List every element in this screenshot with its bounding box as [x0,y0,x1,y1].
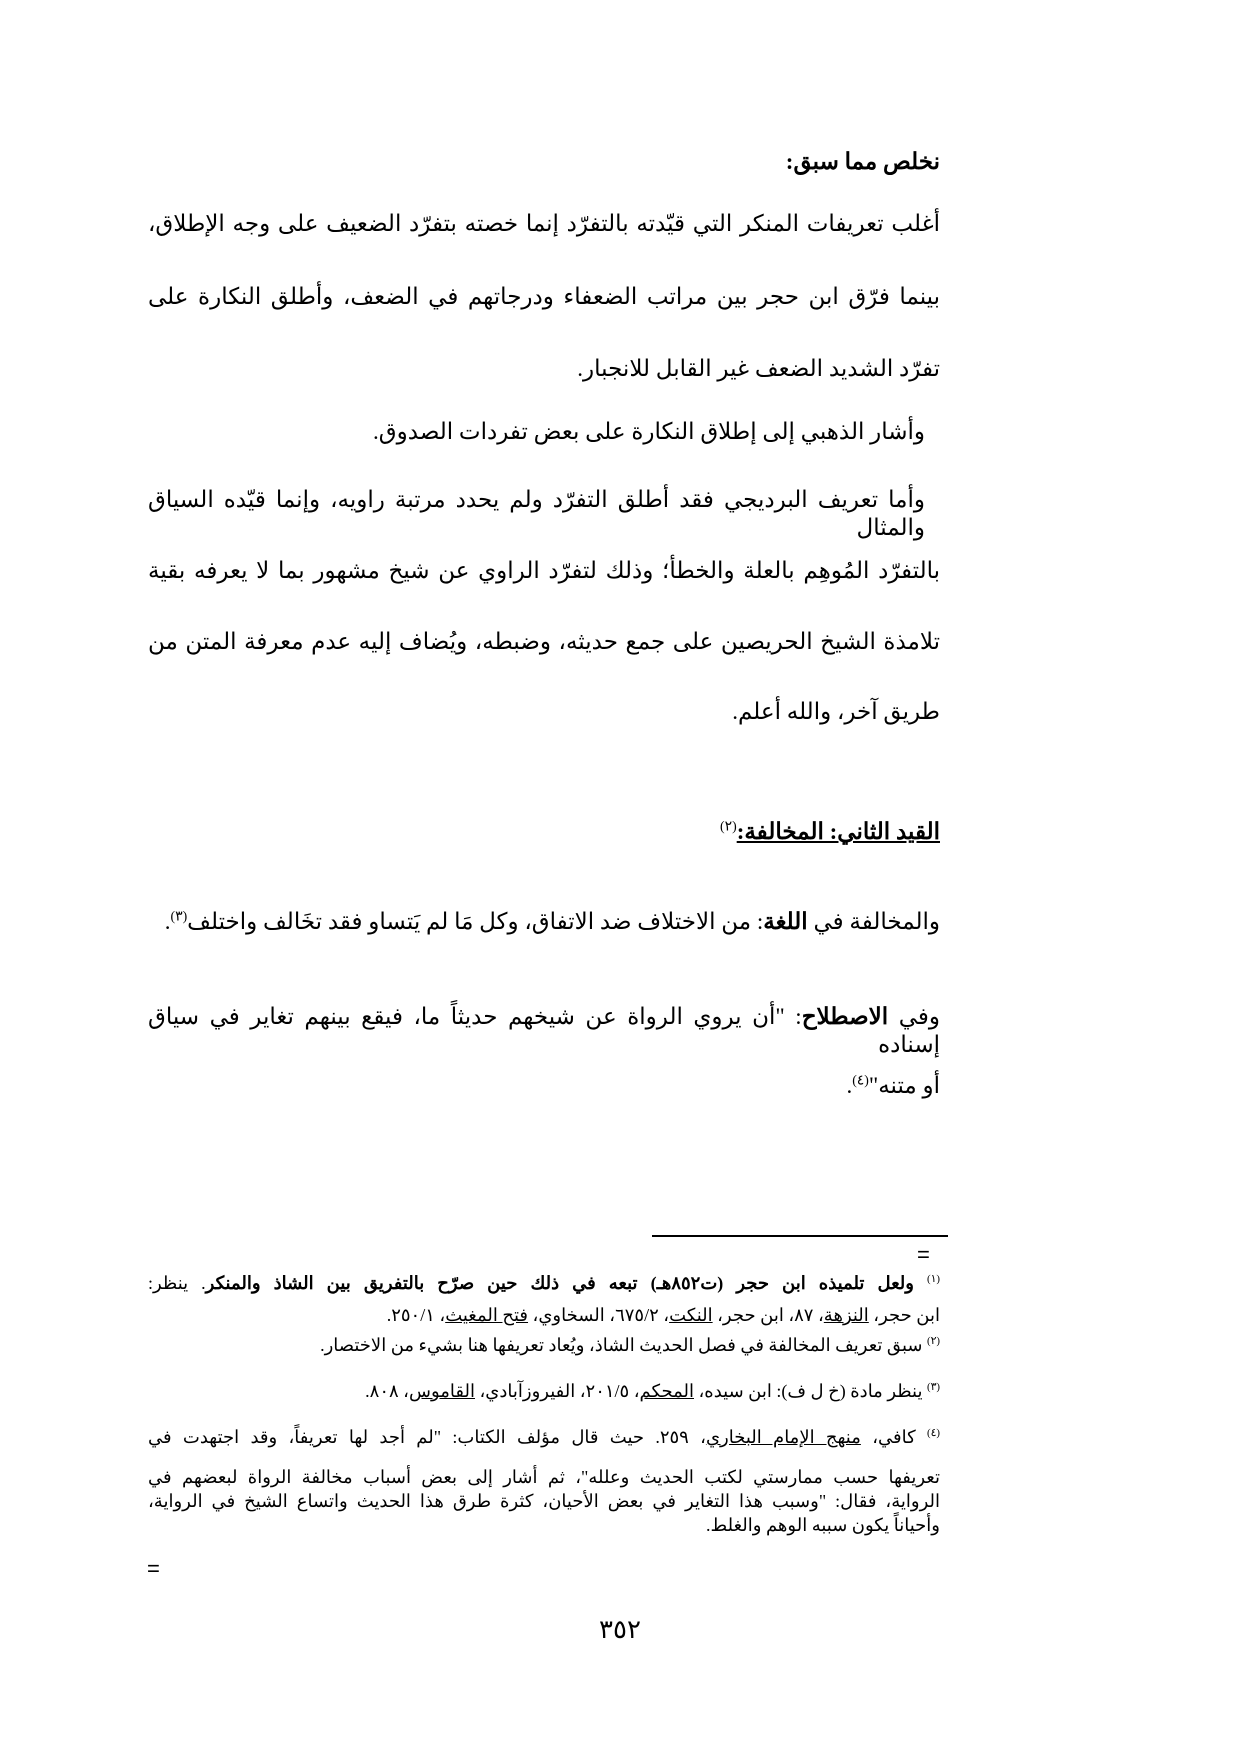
footnote-1-ref-nuzha: النزهة [823,1305,869,1325]
bardiji-line-3 [148,628,940,656]
footnote-4-line-3-text: الرواية، فقال: "وسبب هذا التغاير في بعض الأحيان، كثرة طرق هذا الحديث واتساع الشيخ في الرواية، [148,1491,940,1511]
istilah-end: . [846,1073,853,1098]
summary-line-1-text: أغلب تعريفات المنكر التي قيّدته بالتفرّد إنما خصته بتفرّد الضعيف على وجه الإطلاق، [148,211,940,236]
footnote-1-num: (١) [927,1273,941,1285]
footnote-continuation-mark: = [917,1242,930,1267]
istilah-line-2 [148,1072,940,1100]
footnote-2 [148,1334,940,1357]
summary-line-2-text: بينما فرّق ابن حجر بين مراتب الضعفاء ودرجاتهم في الضعف، وأطلق النكارة على [148,284,940,309]
lugha-text: : من الاختلاف ضد الاتفاق، وكل مَا لم يَتساو فقد تخَالف واختلف [187,909,764,934]
footnote-4-line-1: ، ٢٥٩. حيث قال مؤلف الكتاب: "لم أجد لها تعريفاً، وقد اجتهدت في [148,1427,706,1447]
footnote-ref-4[interactable]: (٤) [852,1072,869,1088]
dhahabi-paragraph [148,418,925,446]
footnote-2-text: سبق تعريف المخالفة في فصل الحديث الشاذ، ويُعاد تعريفها هنا بشيء من الاختصار. [320,1335,923,1355]
istilah-prefix: وفي [888,1004,940,1029]
footnote-4-num: (٤) [926,1427,941,1439]
footnote-4-text-a: كافي، [860,1427,916,1447]
footnote-4-line-3 [148,1490,940,1513]
page-number: ٣٥٢ [599,1615,641,1644]
footnote-3-num: (٣) [926,1381,940,1393]
footnote-3-text-b: ، ٢٠١/٥، الفيروزآبادي، [474,1381,640,1401]
footnote-3-text-a: ينظر مادة (خ ل ف): ابن سيده، [693,1381,923,1401]
footnote-1-page: ، ٢٥٠/١. [386,1305,446,1325]
istilah-line-2-text: أو متنه" [868,1073,940,1098]
bardiji-line-3-text: تلامذة الشيخ الحريصين على جمع حديثه، وضبطه، ويُضاف إليه عدم معرفة المتن من [148,629,940,654]
summary-line-1 [148,210,940,238]
footnote-1-bold: ولعل تلميذه ابن حجر (ت٨٥٢هـ) تبعه في ذلك حين صرّح بالتفريق بين الشاذ والمنكر [205,1273,914,1293]
footnote-end-mark: = [147,1556,160,1581]
summary-line-2 [148,283,940,311]
istilah-term: الاصطلاح [801,1004,889,1029]
footnote-4-line-4 [148,1514,940,1537]
footnote-1-line-2 [148,1304,940,1327]
footnote-4-line-4-text: وأحياناً يكون سببه الوهم والغلط. [706,1515,940,1535]
bardiji-line-2-text: بالتفرّد المُوهِم بالعلة والخطأ؛ وذلك لتفرّد الراوي عن شيخ مشهور بما لا يعرفه بقية [148,558,940,583]
footnote-1-author-b: ، ٨٧، ابن حجر، [712,1305,824,1325]
heading-summary-text: نخلص مما سبق: [785,149,940,174]
lugha-end: . [164,909,171,934]
footnote-4-ref-manhaj: منهج الإمام البخاري [705,1427,861,1447]
footnote-3-ref-muhkam: المحكم [639,1381,694,1401]
footnote-4-line-2 [148,1466,940,1489]
lugha-paragraph [148,908,940,936]
section-2-heading [148,818,940,846]
footnote-ref-2[interactable]: (٢) [720,818,737,834]
bardiji-line-1 [148,486,925,541]
footnote-1-after: . ينظر: [148,1273,206,1293]
section-2-title: القيد الثاني: المخالفة: [736,819,940,844]
bardiji-line-4 [148,698,940,726]
footnote-1-author-a: ابن حجر، [868,1305,940,1325]
footnote-1-ref-nukat: النكت [669,1305,713,1325]
footnote-3 [148,1380,940,1403]
footnote-1 [148,1272,940,1295]
footnote-4 [148,1426,940,1449]
summary-line-3 [148,355,940,383]
lugha-term: اللغة [763,909,808,934]
bardiji-line-2 [148,557,940,585]
dhahabi-text: وأشار الذهبي إلى إطلاق النكارة على بعض تفردات الصدوق. [373,419,925,444]
istilah-line-1-text: : "أن يروي الرواة عن شيخهم حديثاً ما، فيقع بينهم تغاير في سياق إسناده [148,1004,940,1057]
footnote-3-ref-qamus: القاموس [408,1381,475,1401]
footnote-1-author-c: ، ٦٧٥/٢، السخاوي، [528,1305,670,1325]
istilah-line-1 [148,1003,940,1058]
summary-line-3-text: تفرّد الشديد الضعف غير القابل للانجبار. [577,356,940,381]
footnote-2-num: (٢) [926,1335,940,1347]
footnote-1-ref-fath: فتح المغيث [445,1305,529,1325]
footnote-3-text-c: ، ٨٠٨. [365,1381,409,1401]
footnote-ref-3[interactable]: (٣) [170,908,188,924]
bardiji-line-1-text: وأما تعريف البرديجي فقد أطلق التفرّد ولم يحدد مرتبة راويه، وإنما قيّده السياق والمثال [148,487,925,540]
bardiji-line-4-text: طريق آخر، والله أعلم. [732,699,940,724]
heading-summary [148,148,940,176]
footnote-4-line-2-text: تعريفها حسب ممارستي لكتب الحديث وعلله"، ثم أشار إلى بعض أسباب مخالفة الرواة لبعضهم في [148,1467,940,1487]
lugha-prefix: والمخالفة في [807,909,940,934]
footnote-separator [652,1235,948,1237]
